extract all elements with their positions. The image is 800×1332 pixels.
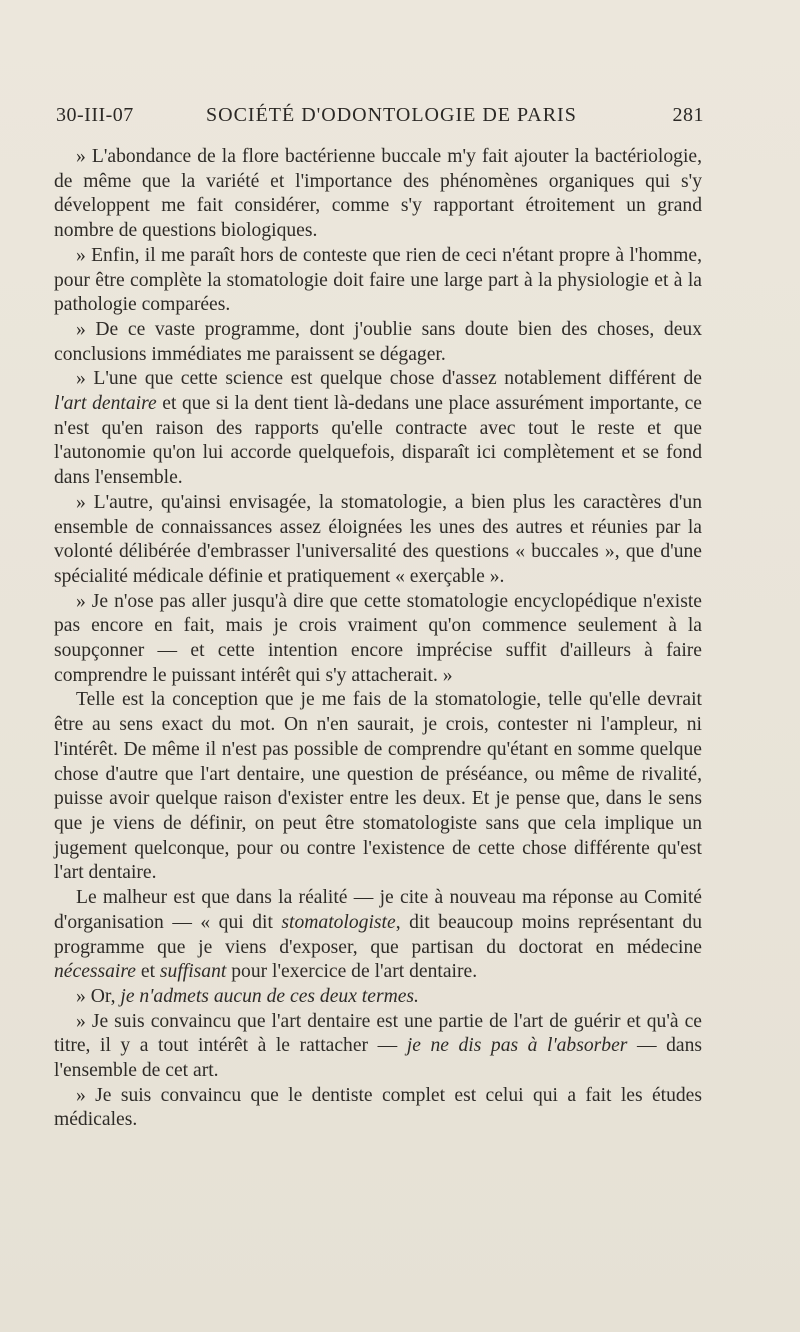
- italic-text: l'art dentaire: [54, 393, 157, 415]
- text-run: et: [135, 961, 160, 983]
- header-date: 30-III-07: [56, 104, 134, 126]
- text-run: » Je suis convaincu que l'art dentaire est une partie de l'art de guérir et qu'à ce titre, il y a tout intérêt à le rattacher —: [54, 1010, 702, 1057]
- paragraph: [54, 1084, 702, 1133]
- text-run: — dans l'ensemble de cet art.: [54, 1035, 703, 1082]
- paragraph: [54, 985, 702, 1010]
- text-run: » Je n'ose pas aller jusqu'à dire que cette stomatologie encyclopédique n'existe pas encore en fait, mais je crois vraiment qu'on commence seulement à la soupçonner — et cette intention encore imprécise suffit d'ailleurs à faire comprendre le puissant intérêt qui s'y attacherait. »: [54, 590, 702, 686]
- text-run: » L'autre, qu'ainsi envisagée, la stomatologie, a bien plus les caractères d'un ensemble de connaissances assez éloignées les unes des autres et réunies par la volonté délibérée d'embrasser l'universalité des questions « buccales », que d'une spécialité médicale définie et pratiquement « exerçable ».: [54, 491, 702, 587]
- italic-text: nécessaire: [54, 961, 136, 983]
- text-run: Le malheur est que dans la réalité — je cite à nouveau ma réponse au Comité d'organisation — « qui dit: [54, 887, 702, 933]
- paragraph: [54, 886, 702, 985]
- italic-text: je ne dis pas à l'absorber: [406, 1035, 628, 1057]
- text-run: » Enfin, il me paraît hors de conteste que rien de ceci n'étant propre à l'homme, pour être complète la stomatologie doit faire une large part à la physiologie et à la pathologie comparées.: [54, 244, 702, 316]
- text-run: » L'une que cette science est quelque chose d'assez notablement différent de: [76, 368, 702, 390]
- text-run: » De ce vaste programme, dont j'oublie sans doute bien des choses, deux conclusions immédiates me paraissent se dégager.: [54, 318, 702, 365]
- italic-text: suffisant: [159, 961, 227, 983]
- text-run: Telle est la conception que je me fais de la stomatologie, telle qu'elle devrait être au sens exact du mot. On n'en saurait, je crois, contester ni l'ampleur, ni l'intérêt. De même il n'est pas possible de comprendre qu'étant en somme quelque chose d'autre que l'art dentaire, une question de préséance, ou même de rivalité, puisse avoir quelque raison d'exister entre les deux. Et je pense que, dans le sens que je viens de définir, on peut être stomatologiste sans que cela implique un jugement quelconque, pour ou contre l'existence de cette chose différente qu'est l'art dentaire.: [54, 689, 702, 884]
- body-text: [54, 145, 702, 1133]
- page-number: 281: [672, 104, 704, 126]
- paragraph: [54, 244, 702, 318]
- running-header: [56, 104, 704, 132]
- paragraph: [54, 590, 702, 689]
- paragraph: [54, 145, 702, 244]
- text-run: , dit beaucoup moins représentant du programme que je viens d'exposer, que partisan du doctorat en médecine: [54, 911, 703, 958]
- italic-text: je n'admets aucun de ces deux termes.: [120, 985, 419, 1007]
- paragraph: [54, 367, 702, 491]
- italic-text: stomatologiste: [281, 911, 396, 933]
- paragraph: [54, 491, 702, 590]
- paragraph: [54, 318, 702, 367]
- text-run: et que si la dent tient là-dedans une place assurément importante, ce n'est qu'en raison des rapports qu'elle contracte avec tout le reste et que l'autonomie qu'on lui accorde quelquefois, disparaît ici complètement et se fond dans l'ensemble.: [54, 393, 702, 489]
- paragraph: [54, 688, 702, 886]
- paragraph: [54, 1010, 702, 1084]
- text-run: » L'abondance de la flore bactérienne buccale m'y fait ajouter la bactériologie, de même que la variété et l'importance des phénomènes organiques qui s'y développent me fait considérer, comme s'y rapportant étroitement un grand nombre de questions biologiques.: [54, 146, 702, 242]
- header-journal-title: SOCIÉTÉ D'ODONTOLOGIE DE PARIS: [206, 104, 577, 126]
- text-run: » Or,: [76, 985, 121, 1007]
- text-run: » Je suis convaincu que le dentiste complet est celui qui a fait les études médicales.: [54, 1084, 702, 1131]
- text-run: pour l'exercice de l'art dentaire.: [226, 961, 478, 983]
